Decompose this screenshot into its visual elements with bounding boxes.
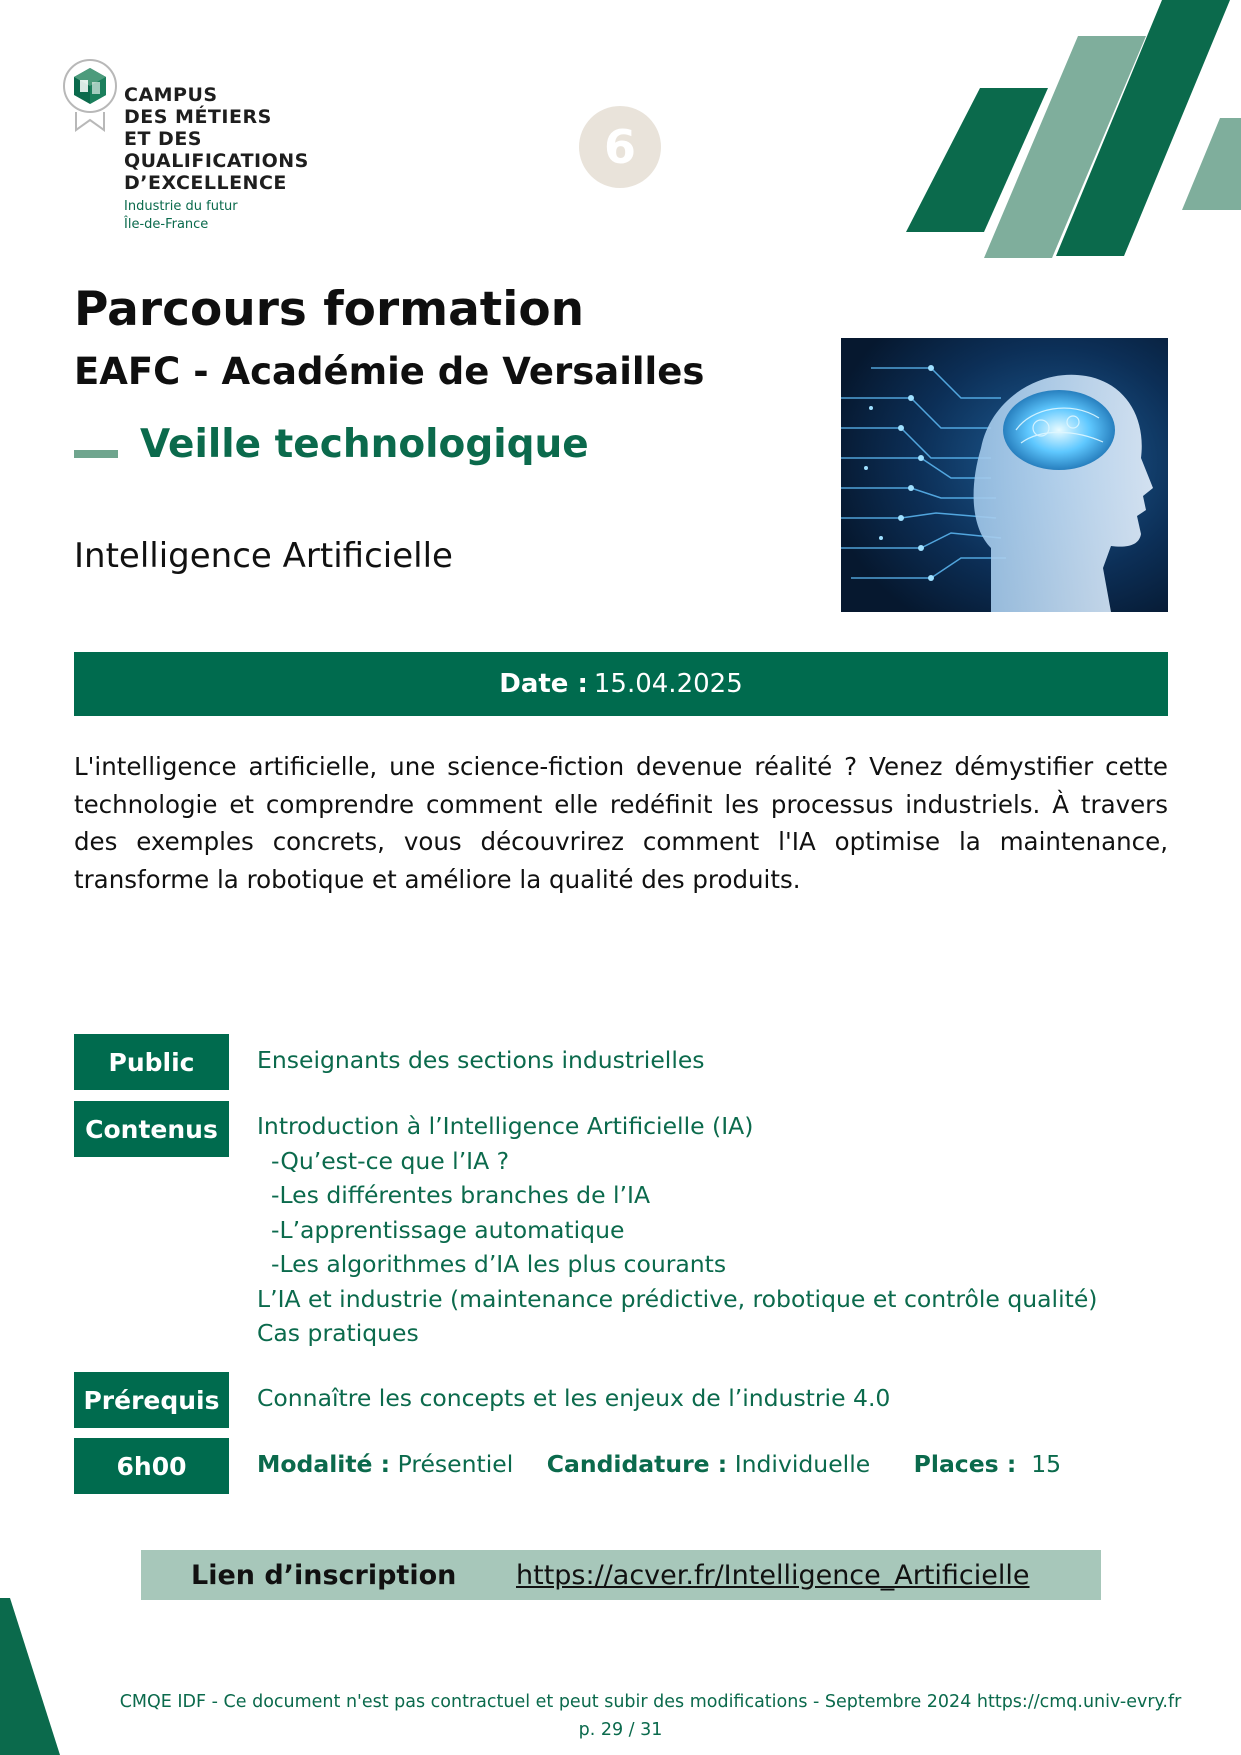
- section-title: Veille technologique: [140, 422, 589, 467]
- prerequis-label: Prérequis: [74, 1372, 229, 1428]
- inscription-bar: [141, 1550, 1101, 1600]
- section-dash: [74, 450, 118, 458]
- description-paragraph: L'intelligence artificielle, une science-fiction devenue réalité ? Venez démystifier cette technologie et comprendre comment elle redéfinit les processus industriels. À travers des exemples concrets, vous découvrirez comment l'IA optimise la maintenance, transforme la robotique et améliore la qualité des produits.: [74, 752, 1168, 894]
- contenus-line: -Qu’est-ce que l’IA ?: [271, 1146, 510, 1175]
- date-bar: [74, 652, 1168, 716]
- campus-logo: [62, 58, 322, 238]
- logo-line-1: CAMPUS: [124, 84, 218, 106]
- contenus-line: L’IA et industrie (maintenance prédictive, robotique et contrôle qualité): [257, 1284, 1098, 1313]
- decorative-stripes: [900, 0, 1241, 262]
- footer-page-number: p. 29 / 31: [578, 1720, 663, 1740]
- contenus-line: Introduction à l’Intelligence Artificielle (IA): [257, 1112, 754, 1140]
- campus-cube-icon: [62, 58, 122, 138]
- contenus-line: Cas pratiques: [257, 1319, 419, 1347]
- footer-notice: CMQE IDF - Ce document n'est pas contractuel et peut subir des modifications - Septembre 2024 https://cmq.univ-evry.fr: [119, 1692, 1182, 1712]
- page-number-badge: 6: [579, 106, 661, 188]
- duree-details: [257, 1447, 1061, 1482]
- modalite-value: Présentiel: [397, 1450, 514, 1478]
- ai-head-image: [841, 338, 1168, 612]
- logo-line-2: DES MÉTIERS: [124, 106, 272, 128]
- logo-line-4: QUALIFICATIONS: [124, 150, 309, 172]
- places-value: 15: [1031, 1450, 1062, 1478]
- public-value: Enseignants des sections industrielles: [257, 1046, 705, 1074]
- topic-title: Intelligence Artificielle: [74, 536, 453, 576]
- logo-region: Île-de-France: [124, 217, 209, 232]
- places-label: Places :: [913, 1450, 1017, 1478]
- logo-subtitle: Industrie du futur: [124, 199, 238, 214]
- contenus-list: [257, 1109, 1097, 1351]
- contenus-line: -Les différentes branches de l’IA: [271, 1181, 651, 1209]
- logo-line-3: ET DES: [124, 128, 202, 150]
- public-label: Public: [74, 1034, 229, 1090]
- contenus-line: -Les algorithmes d’IA les plus courants: [271, 1250, 727, 1278]
- date-label: Date :: [499, 669, 588, 699]
- contenus-line: -L’apprentissage automatique: [271, 1215, 625, 1244]
- prerequis-value: Connaître les concepts et les enjeux de l’industrie 4.0: [257, 1384, 891, 1412]
- contenus-label: Contenus: [74, 1101, 229, 1157]
- duree-label: 6h00: [74, 1438, 229, 1494]
- date-value: 15.04.2025: [593, 669, 743, 699]
- candidature-label: Candidature :: [546, 1450, 728, 1478]
- inscription-label: Lien d’inscription: [191, 1559, 457, 1591]
- modalite-label: Modalité :: [257, 1450, 391, 1478]
- page-subtitle: EAFC - Académie de Versailles: [74, 350, 705, 393]
- logo-line-5: D’EXCELLENCE: [124, 172, 287, 194]
- page-title: Parcours formation: [74, 282, 585, 337]
- footer: [0, 1688, 1241, 1744]
- candidature-value: Individuelle: [734, 1450, 871, 1478]
- inscription-link[interactable]: https://acver.fr/Intelligence_Artificielle: [516, 1559, 1030, 1591]
